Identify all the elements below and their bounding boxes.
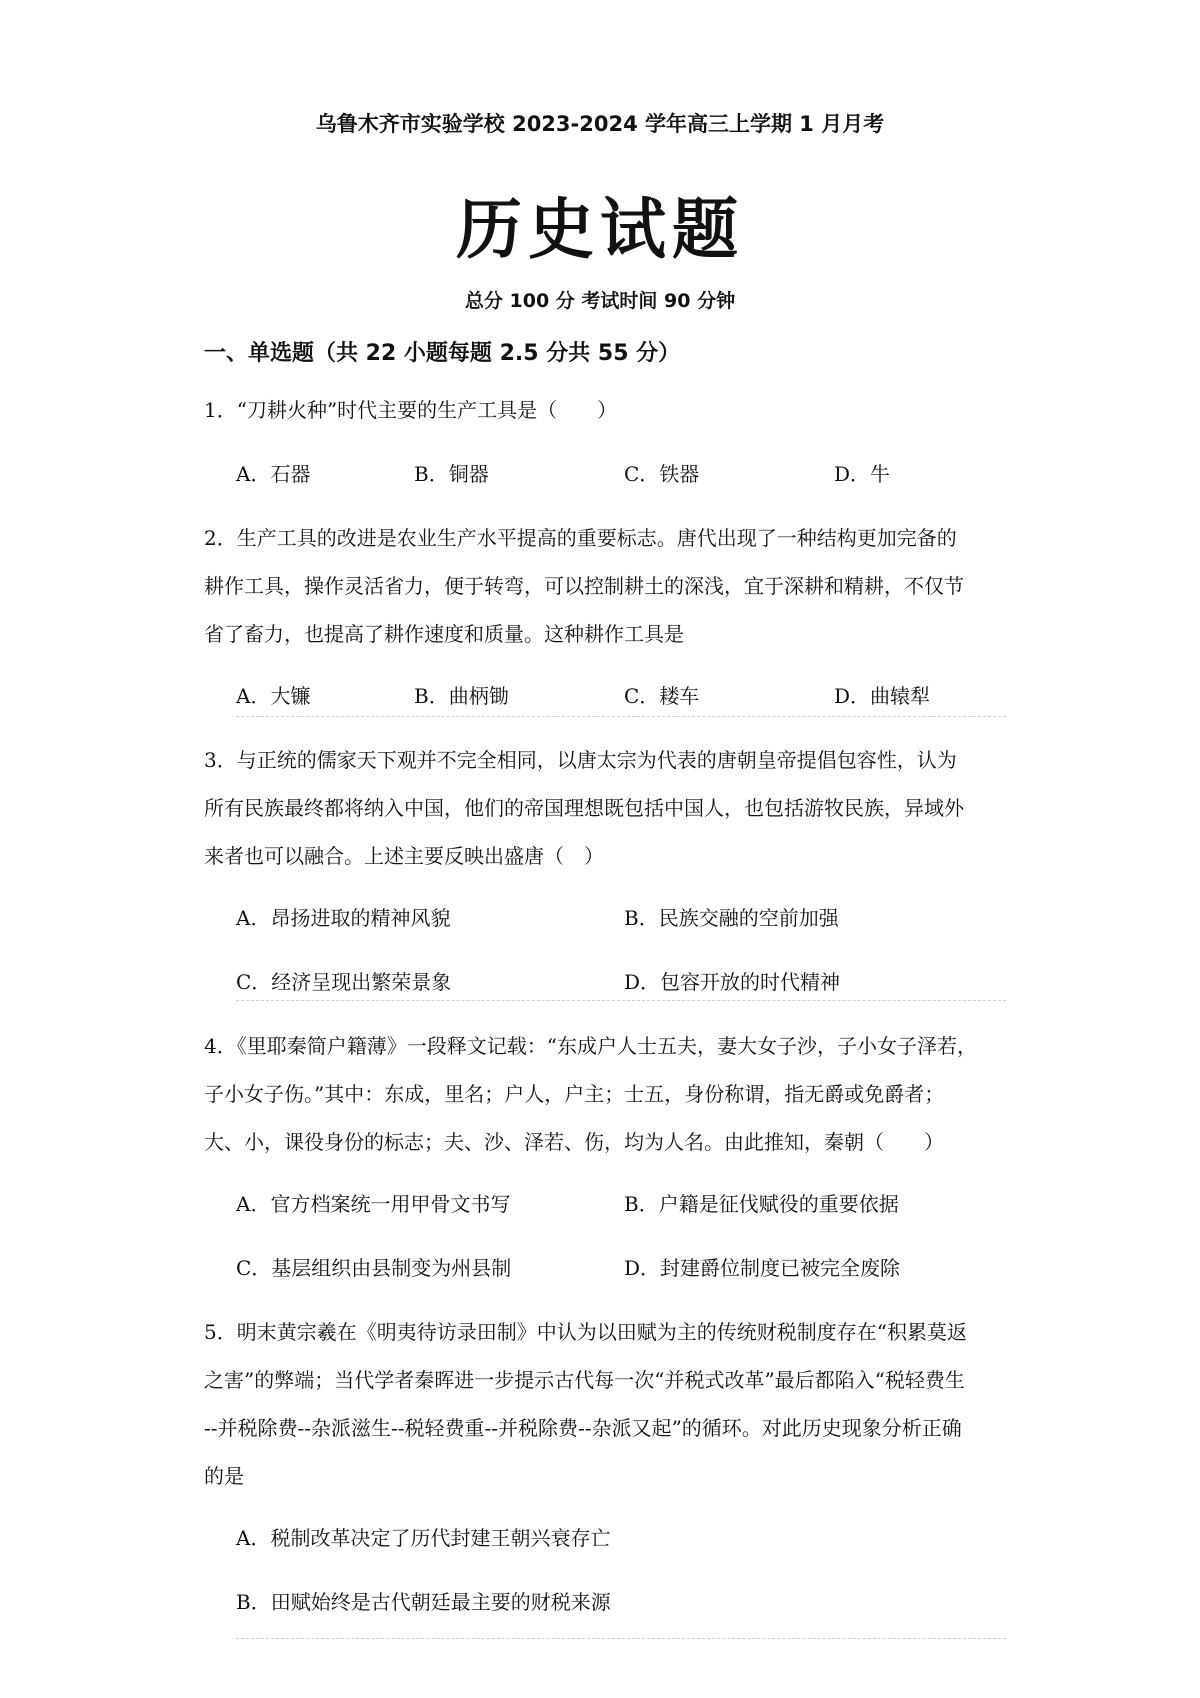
question-3-text-line-3: 来者也可以融合。上述主要反映出盛唐（ ） (204, 844, 604, 868)
question-3-option-b: B．民族交融的空前加强 (624, 906, 839, 930)
question-5-text-line-3: --并税除费--杂派滋生--税轻费重--并税除费--杂派又起”的循环。对此历史现象分析正确 (204, 1416, 962, 1440)
question-2-text-line-2: 耕作工具，操作灵活省力，便于转弯，可以控制耕土的深浅，宜于深耕和精耕，不仅节 (204, 574, 964, 598)
question-2-option-b: B．曲柄锄 (414, 684, 509, 708)
question-2-text-line-3: 省了畜力，也提高了耕作速度和质量。这种耕作工具是 (204, 622, 684, 646)
question-4-text-line-2: 子小女子伤。”其中：东成，里名；户人，户主；士五，身份称谓，指无爵或免爵者； (204, 1082, 945, 1106)
question-2-option-a: A．大镰 (236, 684, 311, 708)
question-5-option-a: A．税制改革决定了历代封建王朝兴衰存亡 (236, 1526, 611, 1550)
question-2-option-d: D．曲辕犁 (834, 684, 931, 708)
question-3-option-d: D．包容开放的时代精神 (624, 970, 841, 994)
separator (236, 1000, 1006, 1001)
question-4-text-line-1: 4．《里耶秦简户籍薄》一段释文记载：“东成户人士五夫，妻大女子沙，子小女子泽若， (204, 1034, 977, 1058)
question-4-option-b: B．户籍是征伐赋役的重要依据 (624, 1192, 899, 1216)
question-5-option-b: B．田赋始终是古代朝廷最主要的财税来源 (236, 1590, 611, 1614)
section-heading: 一、单选题（共 22 小题每题 2.5 分共 55 分） (204, 341, 681, 366)
question-5-text-line-4: 的是 (204, 1464, 244, 1488)
question-3-text-line-1: 3．与正统的儒家天下观并不完全相同，以唐太宗为代表的唐朝皇帝提倡包容性，认为 (204, 748, 957, 772)
separator (236, 716, 1006, 717)
question-4-text-line-3: 大、小，课役身份的标志；夫、沙、泽若、伤，均为人名。由此推知，秦朝（ ） (204, 1130, 944, 1154)
question-4-option-c: C．基层组织由县制变为州县制 (236, 1256, 512, 1280)
question-2-option-c: C．耧车 (624, 684, 700, 708)
question-3-text-line-2: 所有民族最终都将纳入中国，他们的帝国理想既包括中国人，也包括游牧民族，异域外 (204, 796, 964, 820)
school-header: 乌鲁木齐市实验学校 2023-2024 学年高三上学期 1 月月考 (315, 112, 885, 136)
question-1-option-a: A．石器 (236, 462, 311, 486)
question-1-text: 1．“刀耕火种”时代主要的生产工具是（ ） (204, 398, 618, 422)
question-5-text-line-2: 之害”的弊端；当代学者秦晖进一步提示古代每一次“并税式改革”最后都陷入“税轻费生 (204, 1368, 965, 1392)
question-3-option-c: C．经济呈现出繁荣景象 (236, 970, 452, 994)
question-5-text-line-1: 5．明末黄宗羲在《明夷待访录田制》中认为以田赋为主的传统财税制度存在“积累莫返 (204, 1320, 967, 1344)
question-4-option-d: D．封建爵位制度已被完全废除 (624, 1256, 901, 1280)
question-1-option-c: C．铁器 (624, 462, 700, 486)
question-1-option-d: D．牛 (834, 462, 891, 486)
question-3-option-a: A．昂扬进取的精神风貌 (236, 906, 451, 930)
question-2-text-line-1: 2．生产工具的改进是农业生产水平提高的重要标志。唐代出现了一种结构更加完备的 (204, 526, 957, 550)
separator (236, 1638, 1006, 1639)
page-title: 历史试题 (456, 190, 744, 268)
question-4-option-a: A．官方档案统一用甲骨文书写 (236, 1192, 511, 1216)
question-1-option-b: B．铜器 (414, 462, 489, 486)
exam-meta: 总分 100 分 考试时间 90 分钟 (464, 290, 736, 312)
